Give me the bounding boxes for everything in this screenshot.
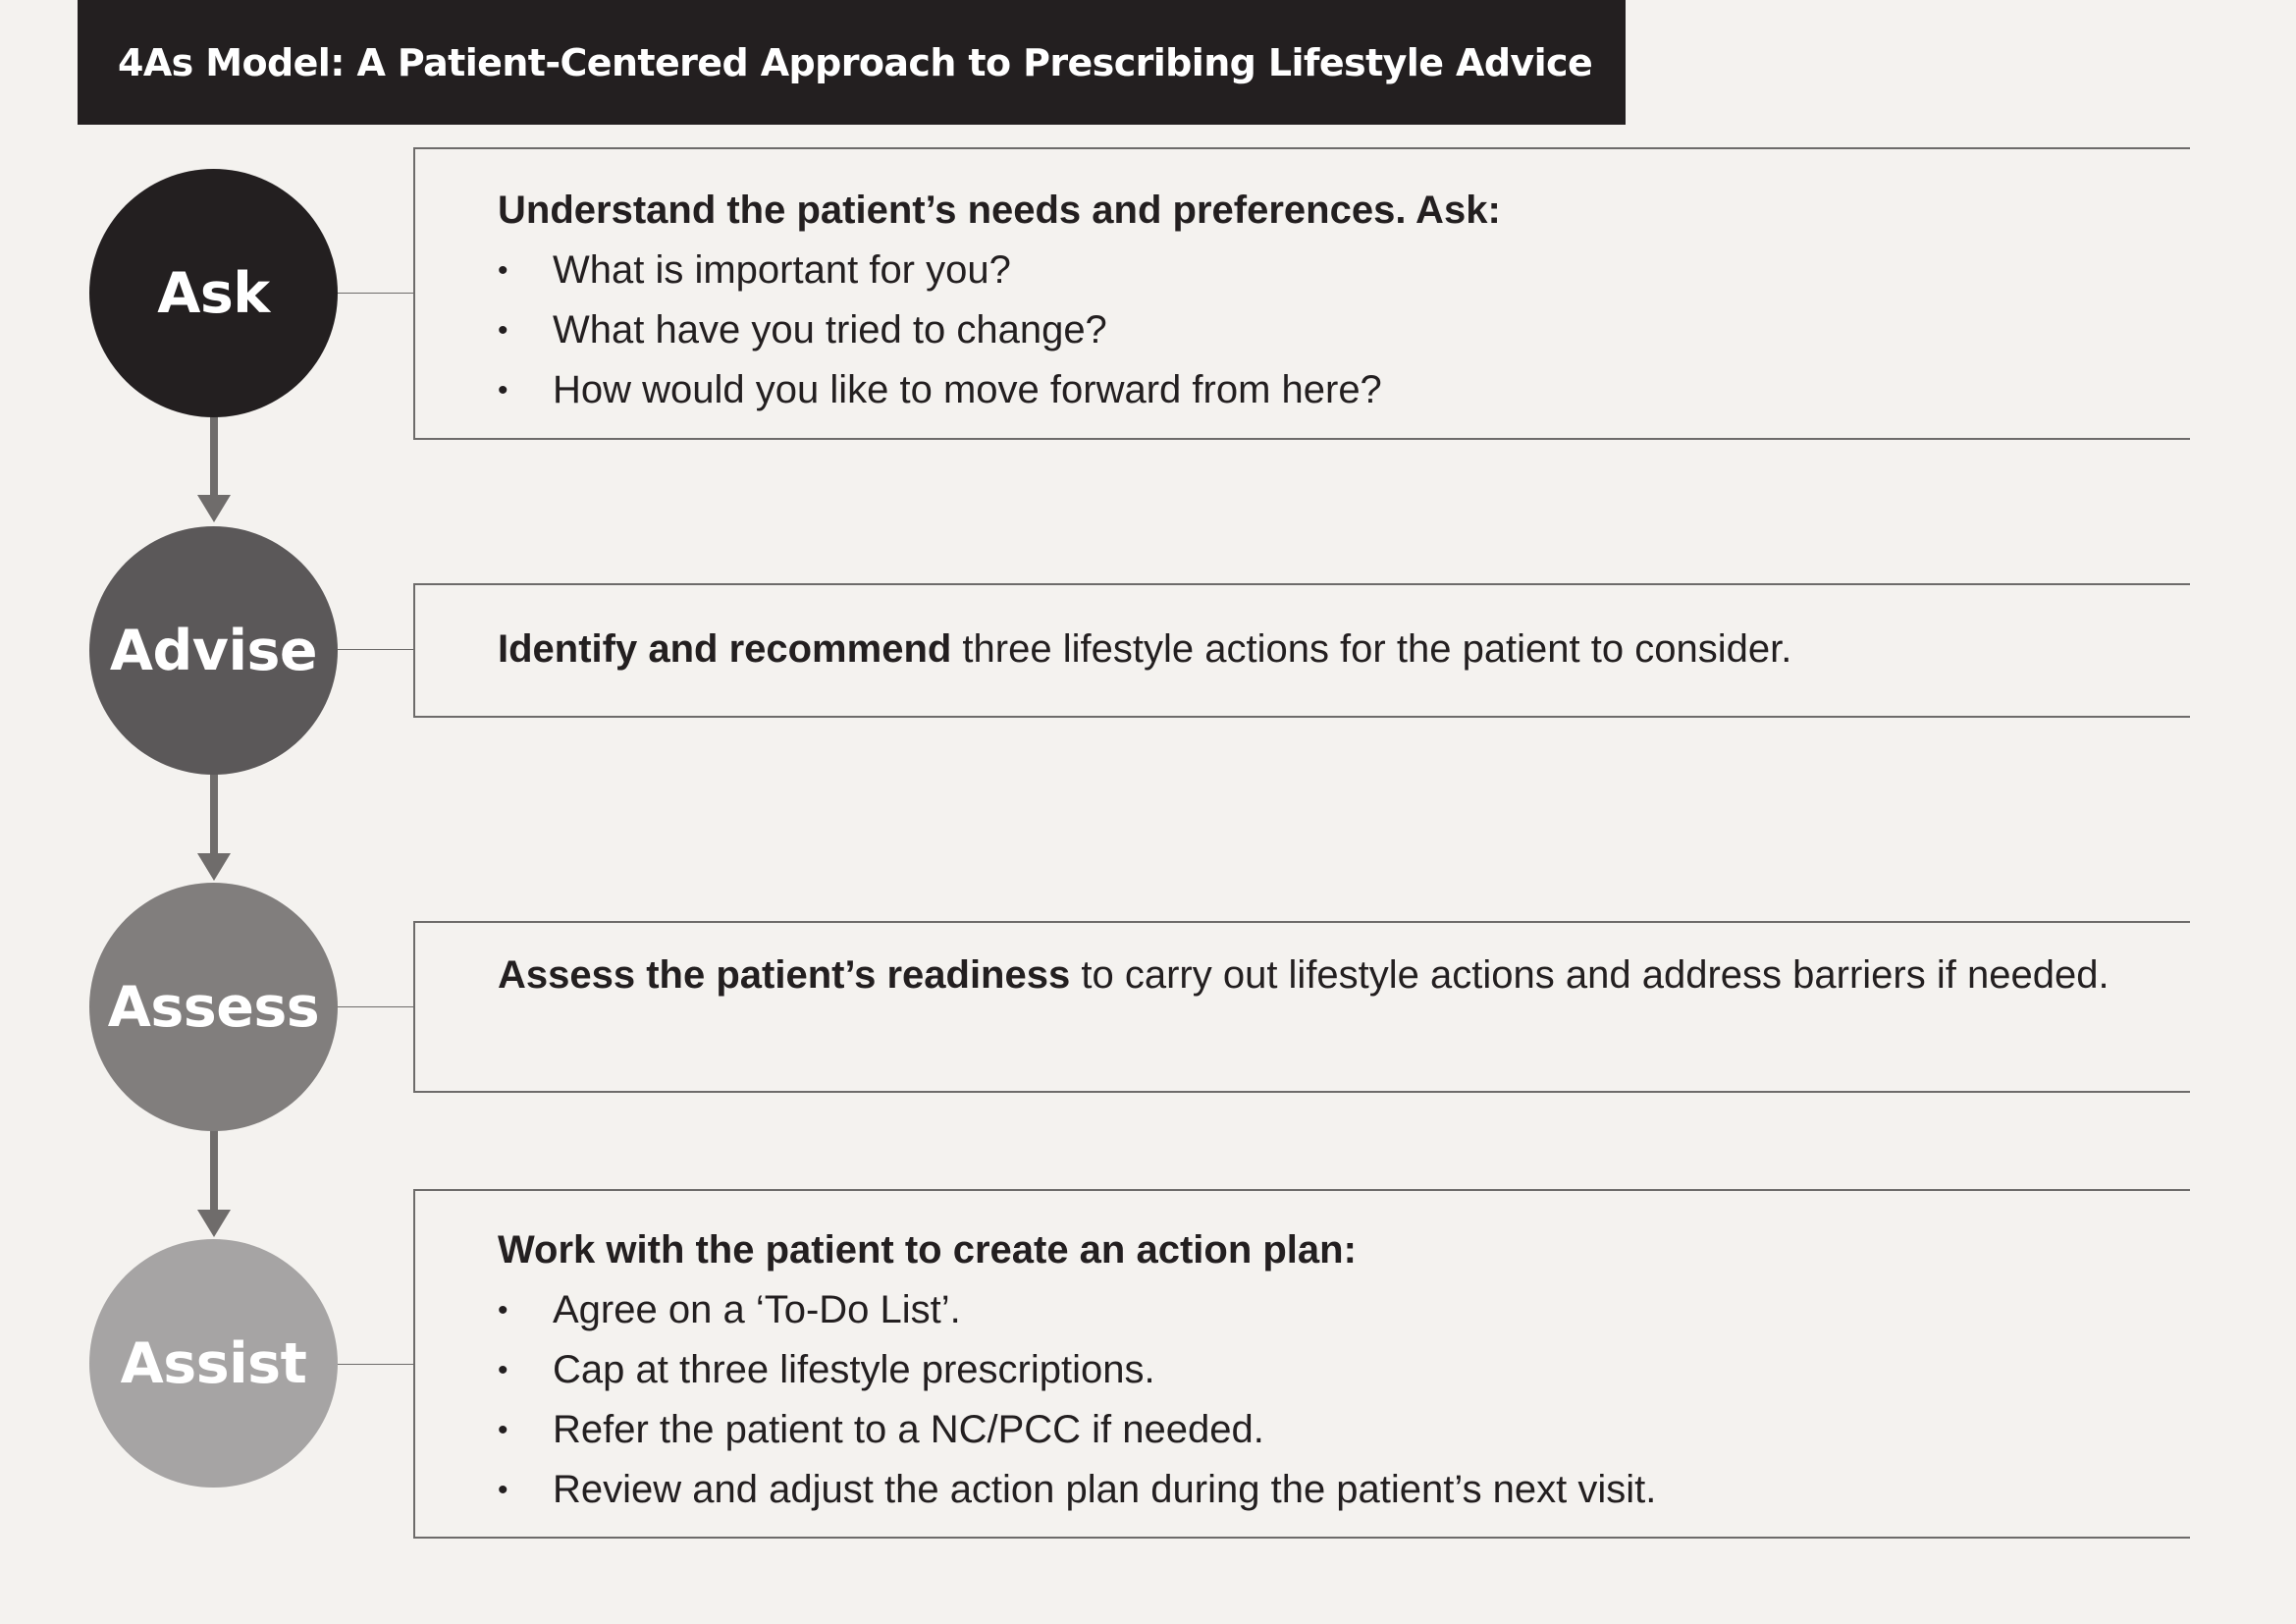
assist-heading: Work with the patient to create an action plan:: [498, 1228, 1357, 1272]
assess-rest-text: to carry out lifestyle actions and address barriers if needed.: [1070, 953, 2109, 997]
step-circle-ask: Ask: [89, 169, 338, 417]
assess-bold-text: Assess the patient’s readiness: [498, 953, 1071, 997]
ask-heading: Understand the patient’s needs and preferences. Ask:: [498, 189, 1501, 232]
list-item: • Agree on a ‘To-Do List’.: [498, 1280, 2131, 1340]
step-circle-assist: Assist: [89, 1239, 338, 1488]
advise-rest-text: three lifestyle actions for the patient to consider.: [951, 627, 1792, 671]
page-title: 4As Model: A Patient-Centered Approach to Prescribing Lifestyle Advice: [78, 0, 1626, 125]
arrow-head-3: [197, 1210, 231, 1237]
advise-text: [498, 620, 2131, 679]
step-box-advise: [413, 583, 2190, 718]
connector-assist: [338, 1364, 414, 1365]
step-circle-assess: Assess: [89, 883, 338, 1131]
connector-advise: [338, 649, 414, 650]
list-item: • What is important for you?: [498, 241, 2131, 300]
list-item: • Cap at three lifestyle prescriptions.: [498, 1340, 2131, 1400]
connector-ask: [338, 293, 414, 294]
list-item: • What have you tried to change?: [498, 300, 2131, 360]
assist-action-list: [498, 1280, 2131, 1520]
list-item: • Refer the patient to a NC/PCC if needed.: [498, 1400, 2131, 1460]
connector-assess: [338, 1006, 414, 1007]
step-box-assist: [413, 1189, 2190, 1539]
list-item: • Review and adjust the action plan during the patient’s next visit.: [498, 1460, 2131, 1520]
step-circle-advise: Advise: [89, 526, 338, 775]
flow-arrow-3: [210, 1129, 218, 1212]
ask-question-list: [498, 241, 2131, 420]
flow-arrow-2: [210, 773, 218, 855]
flow-arrow-1: [210, 416, 218, 497]
advise-bold-text: Identify and recommend: [498, 627, 952, 671]
arrow-head-2: [197, 853, 231, 881]
arrow-head-1: [197, 495, 231, 522]
step-box-ask: [413, 147, 2190, 440]
step-box-assess: [413, 921, 2190, 1093]
list-item: • How would you like to move forward from here?: [498, 360, 2131, 420]
assess-text: [498, 946, 2131, 1005]
